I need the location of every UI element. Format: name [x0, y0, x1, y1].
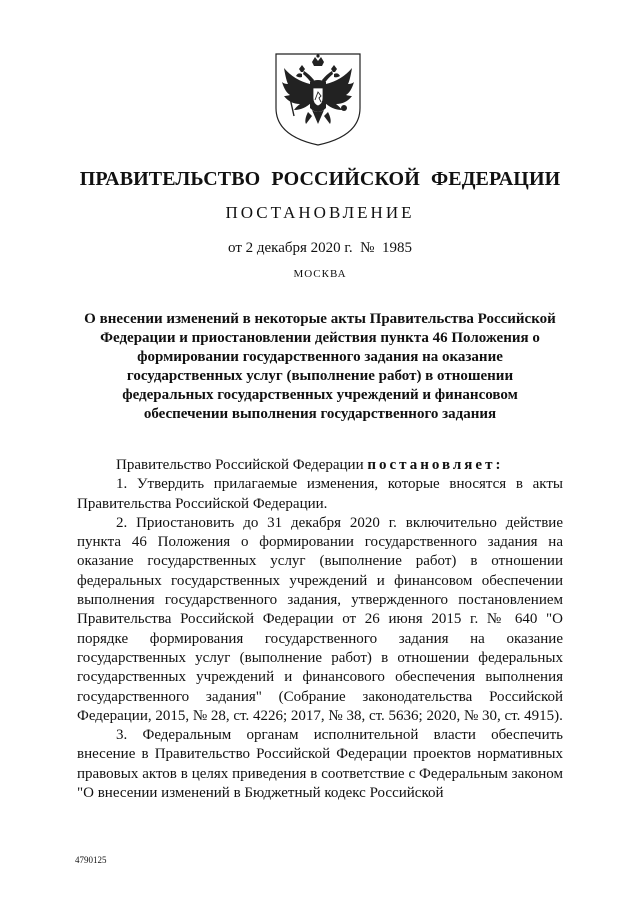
paragraph-item-1: 1. Утвердить прилагаемые изменения, которые вносятся в акты Правительства Российской Федерации. [77, 476, 563, 512]
government-title: ПРАВИТЕЛЬСТВО РОССИЙСКОЙ ФЕДЕРАЦИИ [79, 168, 561, 190]
document-type: ПОСТАНОВЛЕНИЕ [225, 203, 415, 222]
intro-keyword: постановляет: [367, 457, 504, 473]
intro-paragraph [77, 456, 563, 475]
document-body [77, 456, 563, 803]
paragraph-item-2: 2. Приостановить до 31 декабря 2020 г. включительно действие пункта 46 Положения о формировании государственного задания на оказание государственных услуг (выполнение работ) в отношении федеральных государственных учреждений и финансовом обеспечении выполнения государственного задания, утвержденного постановлением Правительства Российской Федерации от 26 июня 2015 г. № 640 "О порядке формирования государственного задания на оказание государственных услуг (выполнение работ) в отношении федеральных государственных учреждений и финансового обеспечения выполнения государственного задания" (Собрание законодательства Российской Федерации, 2015, № 28, ст. 4226; 2017, № 38, ст. 5636; 2020, № 30, ст. 4915). [77, 514, 563, 724]
date-and-number: от 2 декабря 2020 г. № 1985 [228, 240, 412, 256]
document-heading: О внесении изменений в некоторые акты Правительства Российской Федерации и приостановлении действия пункта 46 Положения о формировании государственного задания на оказание государственных услуг (выполнение работ) в отношении федеральных государственных учреждений и финансовом обеспечении выполнения государственного задания [84, 311, 556, 422]
document-code: 4790125 [75, 855, 107, 865]
intro-lead: Правительство Российской Федерации [116, 457, 368, 473]
paragraph-item-3: 3. Федеральным органам исполнительной власти обеспечить внесение в Правительство Российской Федерации проектов нормативных правовых актов в целях приведения в соответствие с Федеральным законом "О внесении изменений в Бюджетный кодекс Российской [77, 727, 563, 802]
russian-coat-of-arms-icon [272, 50, 364, 148]
city-label: МОСКВА [293, 268, 347, 280]
